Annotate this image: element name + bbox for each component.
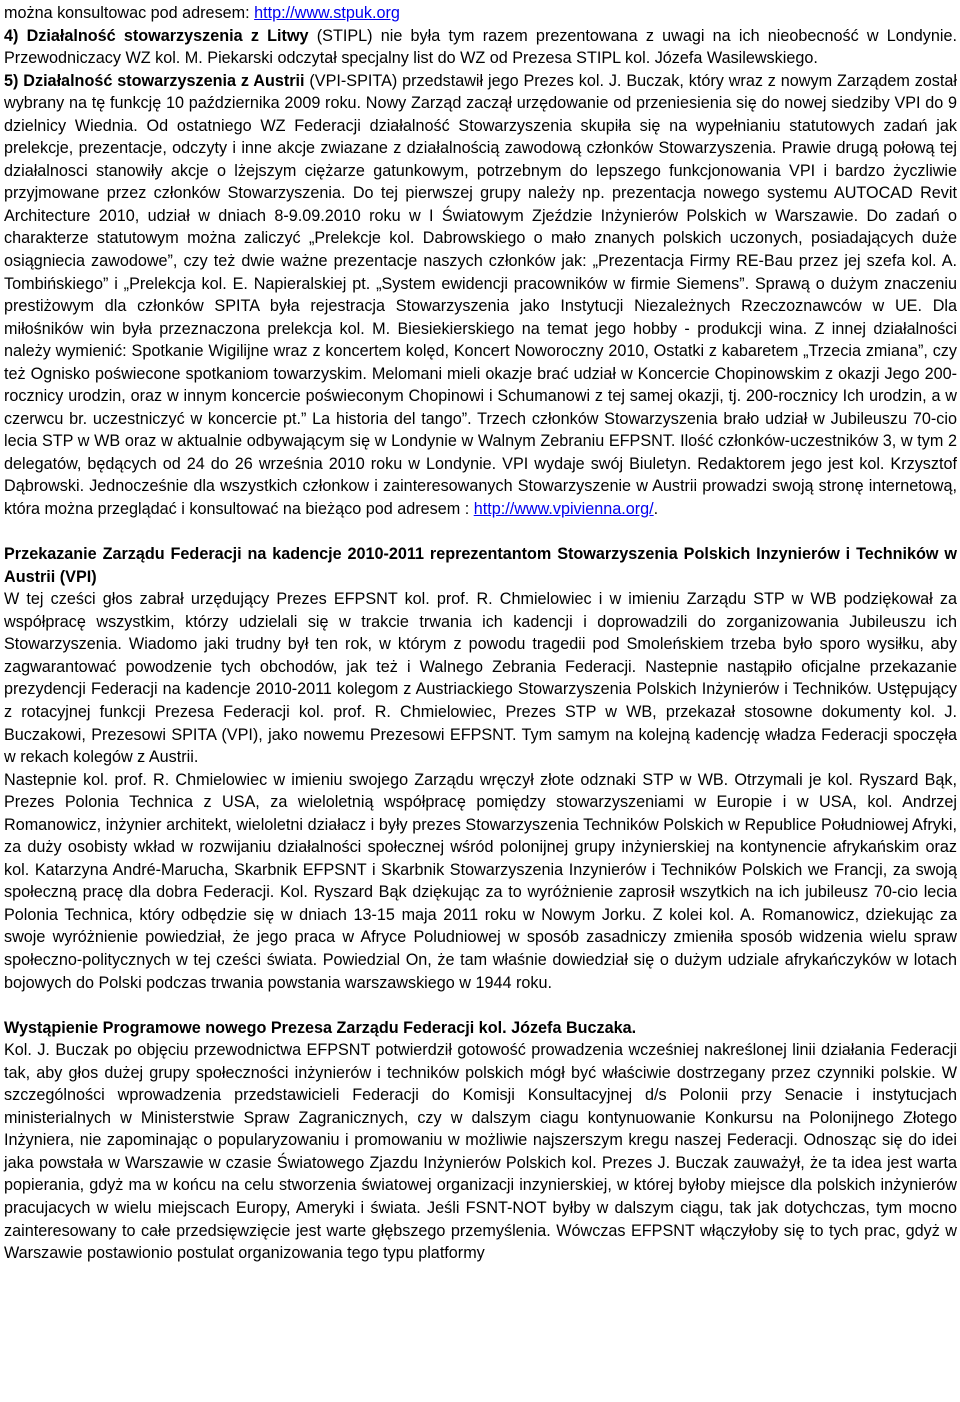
handover-heading [4, 543, 957, 588]
austria-suffix: . [653, 500, 659, 519]
handover-paragraph-2: Nastepnie kol. prof. R. Chmielowiec w imieniu swojego Zarządu wręczył złote odznaki STP w WB. Otrzymali je kol. Ryszard Bąk, Prezes Polonia Technica z USA, za wieloletnią współpracę pomiędzy stowarzyszeniami w Europie i w USA, kol. Andrzej Romanowicz, inżynier architekt, wieloletni działacz i były prezes Stowarzyszenia Techników Polskich w Republice Południowej Afryki, za duży osobisty wkład w rozwijaniu działalności społecznej wśród polonijnej grupy inżynierskiej na kontynencie afrykańskim oraz kol. Katarzyna André-Marucha, Skarbnik EFPSNT i Skarbnik Stowarzyszenia Inzynierów i Techników Polskich we Francji, za swoją społeczną pracę dla dobra Federacji. Kol. Ryszard Bąk dziękując za to wyróżnienie zaprosił wszytkich na ich jubileusz 70-cio lecia Polonia Technica, który odbędzie się w dniach 13-15 maja 2011 roku w Nowym Jorku. Z kolei kol. A. Romanowicz, dziekując za swoje wyróżnienie powiedział, że jego praca w Afryce Poludniowej w sposób zasadniczy zmieniła sposób widzenia wielu spraw społeczno-politycznych w tej cześci świata. Powiedzial On, że tam właśnie dowiedział się o dużym udziale afrykańczyków w lotach bojowych do Polski podczas trwania powstania warszawskiego w 1944 roku. [4, 770, 957, 992]
vpivienna-link[interactable]: http://www.vpivienna.org/ [473, 500, 654, 519]
austria-paragraph [4, 70, 957, 521]
spacer [4, 521, 957, 544]
austria-text: (VPI-SPITA) przedstawił jego Prezes kol. J. Buczak, który wraz z nowym Zarządem został wybrany na tę funkcję 10 października 2009 roku. Nowy Zarząd zaczął urzędowanie od przeniesienia się do nowej siedziby VPI do 9 dzielnicy Wiednia. Od ostatniego WZ Federacji działalność Stowarzyszenia skupiła się na wypełnianiu statutowych zadań jak prelekcje, prezentacje, odczyty i inne akcje zwiazane z działalnością zawodową członków Stowarzyszenia. Prawie drugą połową tej działalnosci stanowiły akcje o lżejszym ciężarze gatunkowym, potrzebnym do lepszego funkcjonowania VPI i bardzo życzliwie przyjmowane przez członków Stowarzyszenia. Do tej pierwszej grupy należy np. prezentacja nowego systemu AUTOCAD Revit Architecture 2010, udział w dniach 8-9.09.2010 roku w I Światowym Zjeździe Inżynierów Polskich w Warszawie. Do zadań o charakterze statutowym można zaliczyć „Prelekcje kol. Dabrowskiego o mało znanych polskich uczonych, posiadających duże osiągniecia zawodowe”, czy też dwie ważne prezentacje naszych członków jak: „Prezentacja Firmy RE-Bau przez jej szefa kol. A. Tombińskiego” i „Prelekcja kol. E. Napieralskiej pt. „System ewidencji pracowników w firmie Siemens”. Sprawą o dużym znaczeniu prestiżowym dla członków SPITA była rejestracja Stowarzyszenia jako Instytucji Niezależnych Rzeczoznawców w UE. Dla miłośników win była przeznaczona prelekcja kol. M. Biesiekierskiego na temat jego hobby - produkcji wina. Z innej działalności należy wymienić: Spotkanie Wigilijne wraz z koncertem kolęd, Koncert Noworoczny 2010, Ostatki z kabaretem „Trzecia zmiana”, czy też Ognisko poświecone spotkaniom towarzyskim. Melomani mieli okazje brać udział w Koncercie Chopinowskim z okazji Jego 200-rocznicy urodzin, oraz w innym koncercie poświeconym Chopinowi i Schumanowi z tej samej okazji, tj. 200-rocznicy Ich urodzin, a w czerwcu br. uczestniczyć w koncercie pt.” La historia del tango”. Trzech członków Stowarzyszenia brało udział w Jubileuszu 70-cio lecia STP w WB oraz w aktualnie odbywającym się w Londynie w Walnym Zebraniu EFPSNT. Ilość członków-uczestników 3, w tym 2 delegatów, będących od 24 do 26 września 2010 roku w Londynie. VPI wydaje swój Biuletyn. Redaktorem jego jest kol. Krzysztof Dąbrowski. Jednocześnie dla wszystkich członkow i zainteresowanych Stowarzyszenie w Austrii prowadzi swoją stronę internetową, która można przeglądać i konsultować na bieżąco pod adresem : [4, 71, 957, 519]
lithuania-text: (STIPL) nie była tym razem prezentowana z uwagi na ich nieobecność w Londynie. Przewodniczacy WZ kol. M. Piekarski odczytał specjalny list do WZ od Prezesa STIPL kol. Józefa Wasilewskiego. [4, 26, 958, 68]
handover-heading-text: Przekazanie Zarządu Federacji na kadencje 2010-2011 reprezentantom Stowarzyszenia Polskich Inzynierów i Techników w Austrii (VPI) [4, 545, 957, 586]
address-line [4, 2, 957, 25]
program-paragraph-1: Kol. J. Buczak po objęciu przewodnictwa EFPSNT potwierdził gotowość prowadzenia wcześniej nakreślonej linii działania Federacji tak, aby głos dużej grupy społeczności inżynierów i techników polskich mógł być właściwie dostrzegany przez czynniki polskie. W szczególności wprowadzenia przedstawicieli Federacji do Komisji Konsultacyjnej d/s Polonii przy Senacie i instytucjach ministerialnych w Ministerstwie Spraw Zagranicznych, czy w dalszym ciagu kontynuowanie Konkursu na Polonijnego Złotego Inżyniera, nie zapominając o popularyzowaniu i promowaniu w możliwie najszerszym kregu naszej Federacji. Odnosząc się do idei jaka powstała w Warszawie w czasie Światowego Zjazdu Inżynierów Polskich kol. Prezes J. Buczak zauważył, że ta idea jest warta popierania, gdyż ma w końcu na celu stworzenia światowej organizacji inzynierskiej, w której byłoby miejsce dla polskich inżynierów pracujacych w wielu miejscach Europy, Ameryki i świata. Jeśli FSNT-NOT byłby w dalszym ciągu, tak jak dotychczas, tym mocno zainteresowany to całe przedsięwzięcie jest warte głębszego przemyślenia. Wówczas EFPSNT włączyłoby się to tych prac, gdyż w Warszawie postawionio postulat organizowania tego typu platformy [4, 1041, 957, 1263]
program-heading-text: Wystąpienie Programowe nowego Prezesa Zarządu Federacji kol. Józefa Buczaka. [4, 1018, 637, 1037]
lithuania-paragraph [4, 25, 957, 70]
lithuania-heading: 4) Działalność stowarzyszenia z Litwy [4, 26, 309, 45]
handover-paragraph-1: W tej cześci głos zabrał urzędujący Prezes EFPSNT kol. prof. R. Chmielowiec i w imieniu Zarządu STP w WB podziękował za współpracę wszystkim, którzy udzielali się w trakcie trwania ich kadencji i doprowadzili do zorganizowania Jubileuszu ich Stowarzyszenia. Wiadomo jaki trudny był ten rok, w którym z powodu tragedii pod Smoleńskiem trzeba było sporo wysiłku, aby zagwarantować powodzenie tych obchodów, jak też i Walnego Zebrania Federacji. Nastepnie nastąpiło oficjalne przekazanie prezydencji Federacji na kadencje 2010-2011 kolegom z Austriackiego Stowarzyszenia Polskich Inżynierów i Techników. Ustępujący z rotacyjnej funkcji Prezesa Federacji kol. prof. R. Chmielowiec, Prezes STP w WB, przekazał stosowne dokumenty kol. J. Buczakowi, Prezesowi SPITA (VPI), jako nowemu Prezesowi EFPSNT. Tym samym na kolejną kadencję władza Federacji spoczęła w rekach kolegów z Austrii. [4, 590, 957, 767]
spacer [4, 994, 957, 1017]
program-heading [4, 1017, 957, 1040]
address-prefix: można konsultowac pod adresem: [4, 4, 255, 22]
austria-heading: 5) Działalność stowarzyszenia z Austrii [4, 71, 305, 90]
document-page [4, 2, 957, 1265]
stpuk-link[interactable]: http://www.stpuk.org [254, 4, 400, 22]
